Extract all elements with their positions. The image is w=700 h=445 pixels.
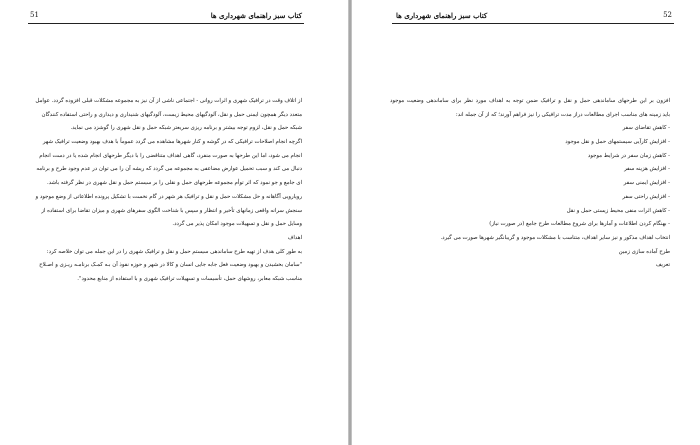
header-rule — [392, 23, 674, 24]
page-body — [390, 95, 670, 273]
text-line: به طور کلی هدف از تهیه طرح ساماندهی سیستم حمل و نقل و ترافیک شهری را در این جمله می توان خلاصه کرد: — [46, 248, 302, 255]
list-item: - افزایش کارآیی سیستمهای حمل و نقل موجود — [565, 139, 670, 146]
header-title: کتاب سبز راهنمای شهرداری ها — [210, 10, 302, 20]
text-line: دنبال می کند و سبب تحمیل عوارض مضاعفی به مجموعه می گردد که ریشه آن را می توان در عدم وجود طرح و برنامه — [36, 166, 302, 173]
page-header — [30, 9, 302, 21]
list-item: - افزایش هزینه سفر — [624, 166, 670, 173]
page-number: 51 — [30, 11, 39, 19]
text-line: شبکه حمل و نقل، لزوم توجه بیشتر و برنامه ریزی سریعتر شبکه حمل و نقل شهری را گوشزد می نماید. — [70, 125, 302, 132]
page-body — [35, 95, 302, 287]
page-left — [0, 0, 348, 445]
list-item: - کاهش اثرات منفی محیط زیستی حمل و نقل — [566, 207, 670, 214]
text-line: از اتلاف وقت در ترافیک شهری و اثرات روانی - اجتماعی ناشی از آن نیز به مجموعه مشکلات قبلی افزوده گردد. عوامل — [35, 98, 302, 104]
text-line: وسایل حمل و نقل و تسهیلات موجود امکان پذیر می گردد. — [172, 221, 302, 228]
text-line: "سامان بخشیدن و بهبود وضعیت فعل جابه جایی انسان و کالا در شهر و حوزه نفوذ آن بـه کمـک برنامـه ریـزی و اصـلاح — [39, 262, 302, 269]
text-line: ای جامع و جو نمود که اثر توأم مجموعه طرحهای حمل و نقلی را بر سیستم حمل و نقل شهری در نظر گرفته باشد. — [46, 180, 302, 187]
header-title: کتاب سبز راهنمای شهرداری ها — [396, 10, 488, 20]
header-rule — [28, 23, 304, 24]
section-heading: اهداف — [287, 234, 302, 241]
text-line: رویارویی آگاهانه و حل مشکلات حمل و نقل و ترافیک هر شهر در گام نخست با تشکیل پرونده اطلاعاتی از وضع موجود و — [35, 193, 302, 200]
page-right — [352, 0, 700, 445]
page-header — [396, 9, 672, 21]
section-heading: تعریف — [655, 262, 670, 269]
list-item: - کاهش تقاضای سفر — [622, 125, 670, 132]
text-line: سنجش سرانه واقعی زمانهای تأخیر و انتظار و سپس با شناخت الگوی سفرهای شهری و میزان تقاضا برای استفاده از — [41, 207, 302, 214]
list-item: - افزایش ایمنی سفر — [623, 180, 670, 187]
text-line: انجام می شود، اما این طرحها به صورت منفرد، گاهی اهداف متناقضی را با دیگر طرحهای انجام شده یا در دست انجام — [39, 152, 302, 159]
text-line: انتخاب اهداف مذکور و نیز سایر اهداف، متناسب با مشکلات موجود و گریبانگیر شهرها صورت می گیرد. — [440, 234, 670, 241]
text-line: باید زمینه های مناسب اجرای مطالعات دراز مدت ترافیکی را نیز فراهم آورند؛ که از آن جمله اند: — [455, 111, 670, 118]
page-number: 52 — [663, 11, 672, 19]
section-heading: طرح آماده سازی زمین — [618, 248, 670, 255]
text-line: افزون بر این طرحهای ساماندهی حمل و نقل و ترافیک ضمن توجه به اهداف مورد نظر برای ساماندهی وضعیت موجود — [390, 98, 670, 104]
list-item: - کاهش زمان سفر در شرایط موجود — [587, 152, 670, 159]
text-line: متعدد دیگر همچون ایمنی حمل و نقل، آلودگیهای محیط زیست، آلودگیهای شنیداری و دیداری و راحتی استفاده کنندگان — [41, 111, 302, 118]
list-item: - افزایش راحتی سفر — [622, 193, 670, 200]
text-line: مناسب شبکه معابر، روشهای حمل، تأسیسات و تسهیلات ترافیک شهری و با استفاده از منابع محدود". — [77, 275, 302, 282]
list-item: - بهنگام کردن اطلاعات و آمارها برای شروع مطالعات طرح جامع (در صورت نیاز) — [489, 221, 670, 228]
text-line: اگرچه انجام اصلاحات ترافیکی که در گوشه و کنار شهرها مشاهده می گردد عموماً با هدف بهبود وضعیت ترافیک شهر — [42, 139, 302, 146]
